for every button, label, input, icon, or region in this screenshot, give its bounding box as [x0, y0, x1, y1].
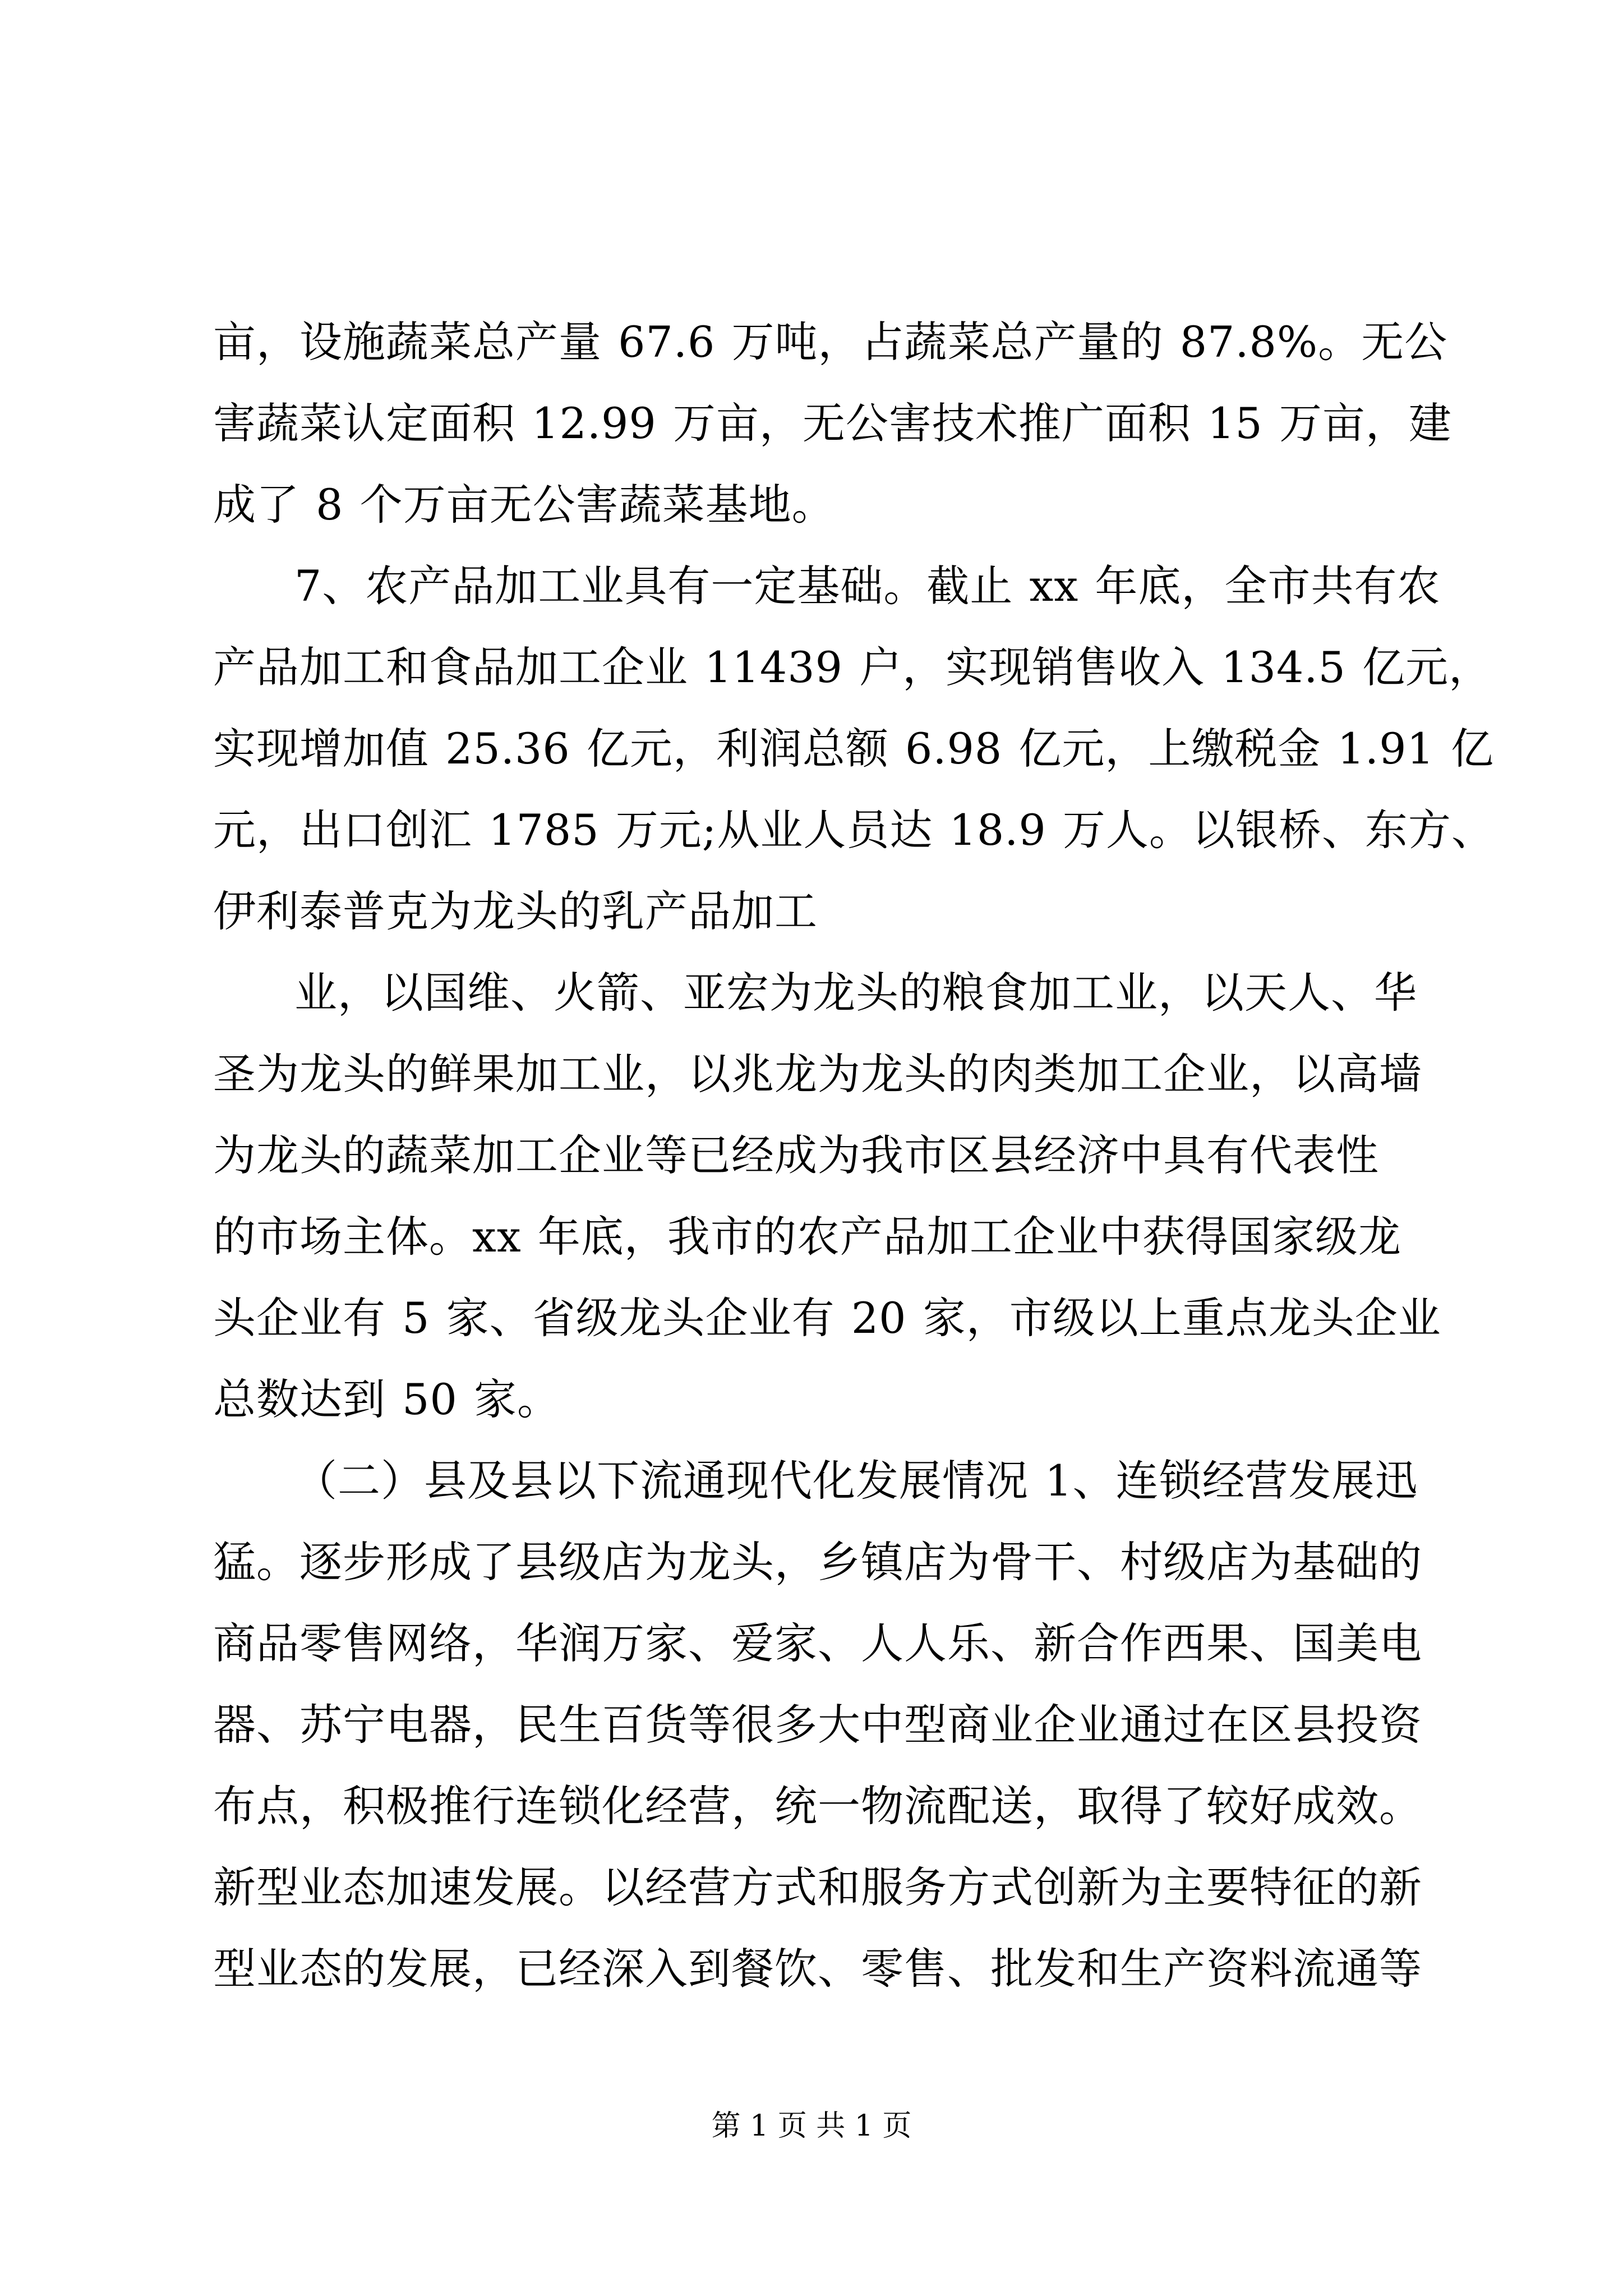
body-text-line: 新型业态加速发展。以经营方式和服务方式创新为主要特征的新 [213, 1862, 1422, 1912]
body-text-line: 实现增加值 25.36 亿元，利润总额 6.98 亿元，上缴税金 1.91 亿 [213, 724, 1494, 774]
body-text-line: 头企业有 5 家、省级龙头企业有 20 家，市级以上重点龙头企业 [213, 1293, 1441, 1343]
paragraph-start-line: （二）县及县以下流通现代化发展情况 1、连锁经营发展迅 [294, 1456, 1418, 1506]
body-text-line: 成了 8 个万亩无公害蔬菜基地。 [213, 480, 835, 530]
body-text-line: 元，出口创汇 1785 万元;从业人员达 18.9 万人。以银桥、东方、 [213, 805, 1495, 855]
body-text-line: 亩，设施蔬菜总产量 67.6 万吨，占蔬菜总产量的 87.8%。无公 [213, 317, 1448, 367]
body-text-line: 型业态的发展，已经深入到餐饮、零售、批发和生产资料流通等 [213, 1944, 1422, 1994]
body-text-line: 害蔬菜认定面积 12.99 万亩，无公害技术推广面积 15 万亩，建 [213, 398, 1452, 448]
body-text-line: 的市场主体。xx 年底，我市的农产品加工企业中获得国家级龙 [213, 1212, 1401, 1262]
body-text-line: 产品加工和食品加工企业 11439 户，实现销售收入 134.5 亿元， [213, 642, 1492, 692]
body-text-line: 猛。逐步形成了县级店为龙头，乡镇店为骨干、村级店为基础的 [213, 1537, 1422, 1587]
body-text-line: 器、苏宁电器，民生百货等很多大中型商业企业通过在区县投资 [213, 1700, 1422, 1750]
body-text-line: 商品零售网络，华润万家、爱家、人人乐、新合作西果、国美电 [213, 1618, 1422, 1668]
paragraph-start-line: 7、农产品加工业具有一定基础。截止 xx 年底，全市共有农 [294, 561, 1441, 611]
body-text-line: 圣为龙头的鲜果加工业，以兆龙为龙头的肉类加工企业，以高墙 [213, 1049, 1422, 1099]
body-text-line: 为龙头的蔬菜加工企业等已经成为我市区县经济中具有代表性 [213, 1130, 1379, 1180]
body-text-line: 伊利泰普克为龙头的乳产品加工 [213, 886, 818, 936]
page-footer: 第 1 页 共 1 页 [711, 2109, 912, 2143]
body-text-line: 布点，积极推行连锁化经营，统一物流配送，取得了较好成效。 [213, 1781, 1422, 1831]
paragraph-start-line: 业，以国维、火箭、亚宏为龙头的粮食加工业，以天人、华 [294, 968, 1417, 1018]
body-text-line: 总数达到 50 家。 [213, 1374, 561, 1424]
